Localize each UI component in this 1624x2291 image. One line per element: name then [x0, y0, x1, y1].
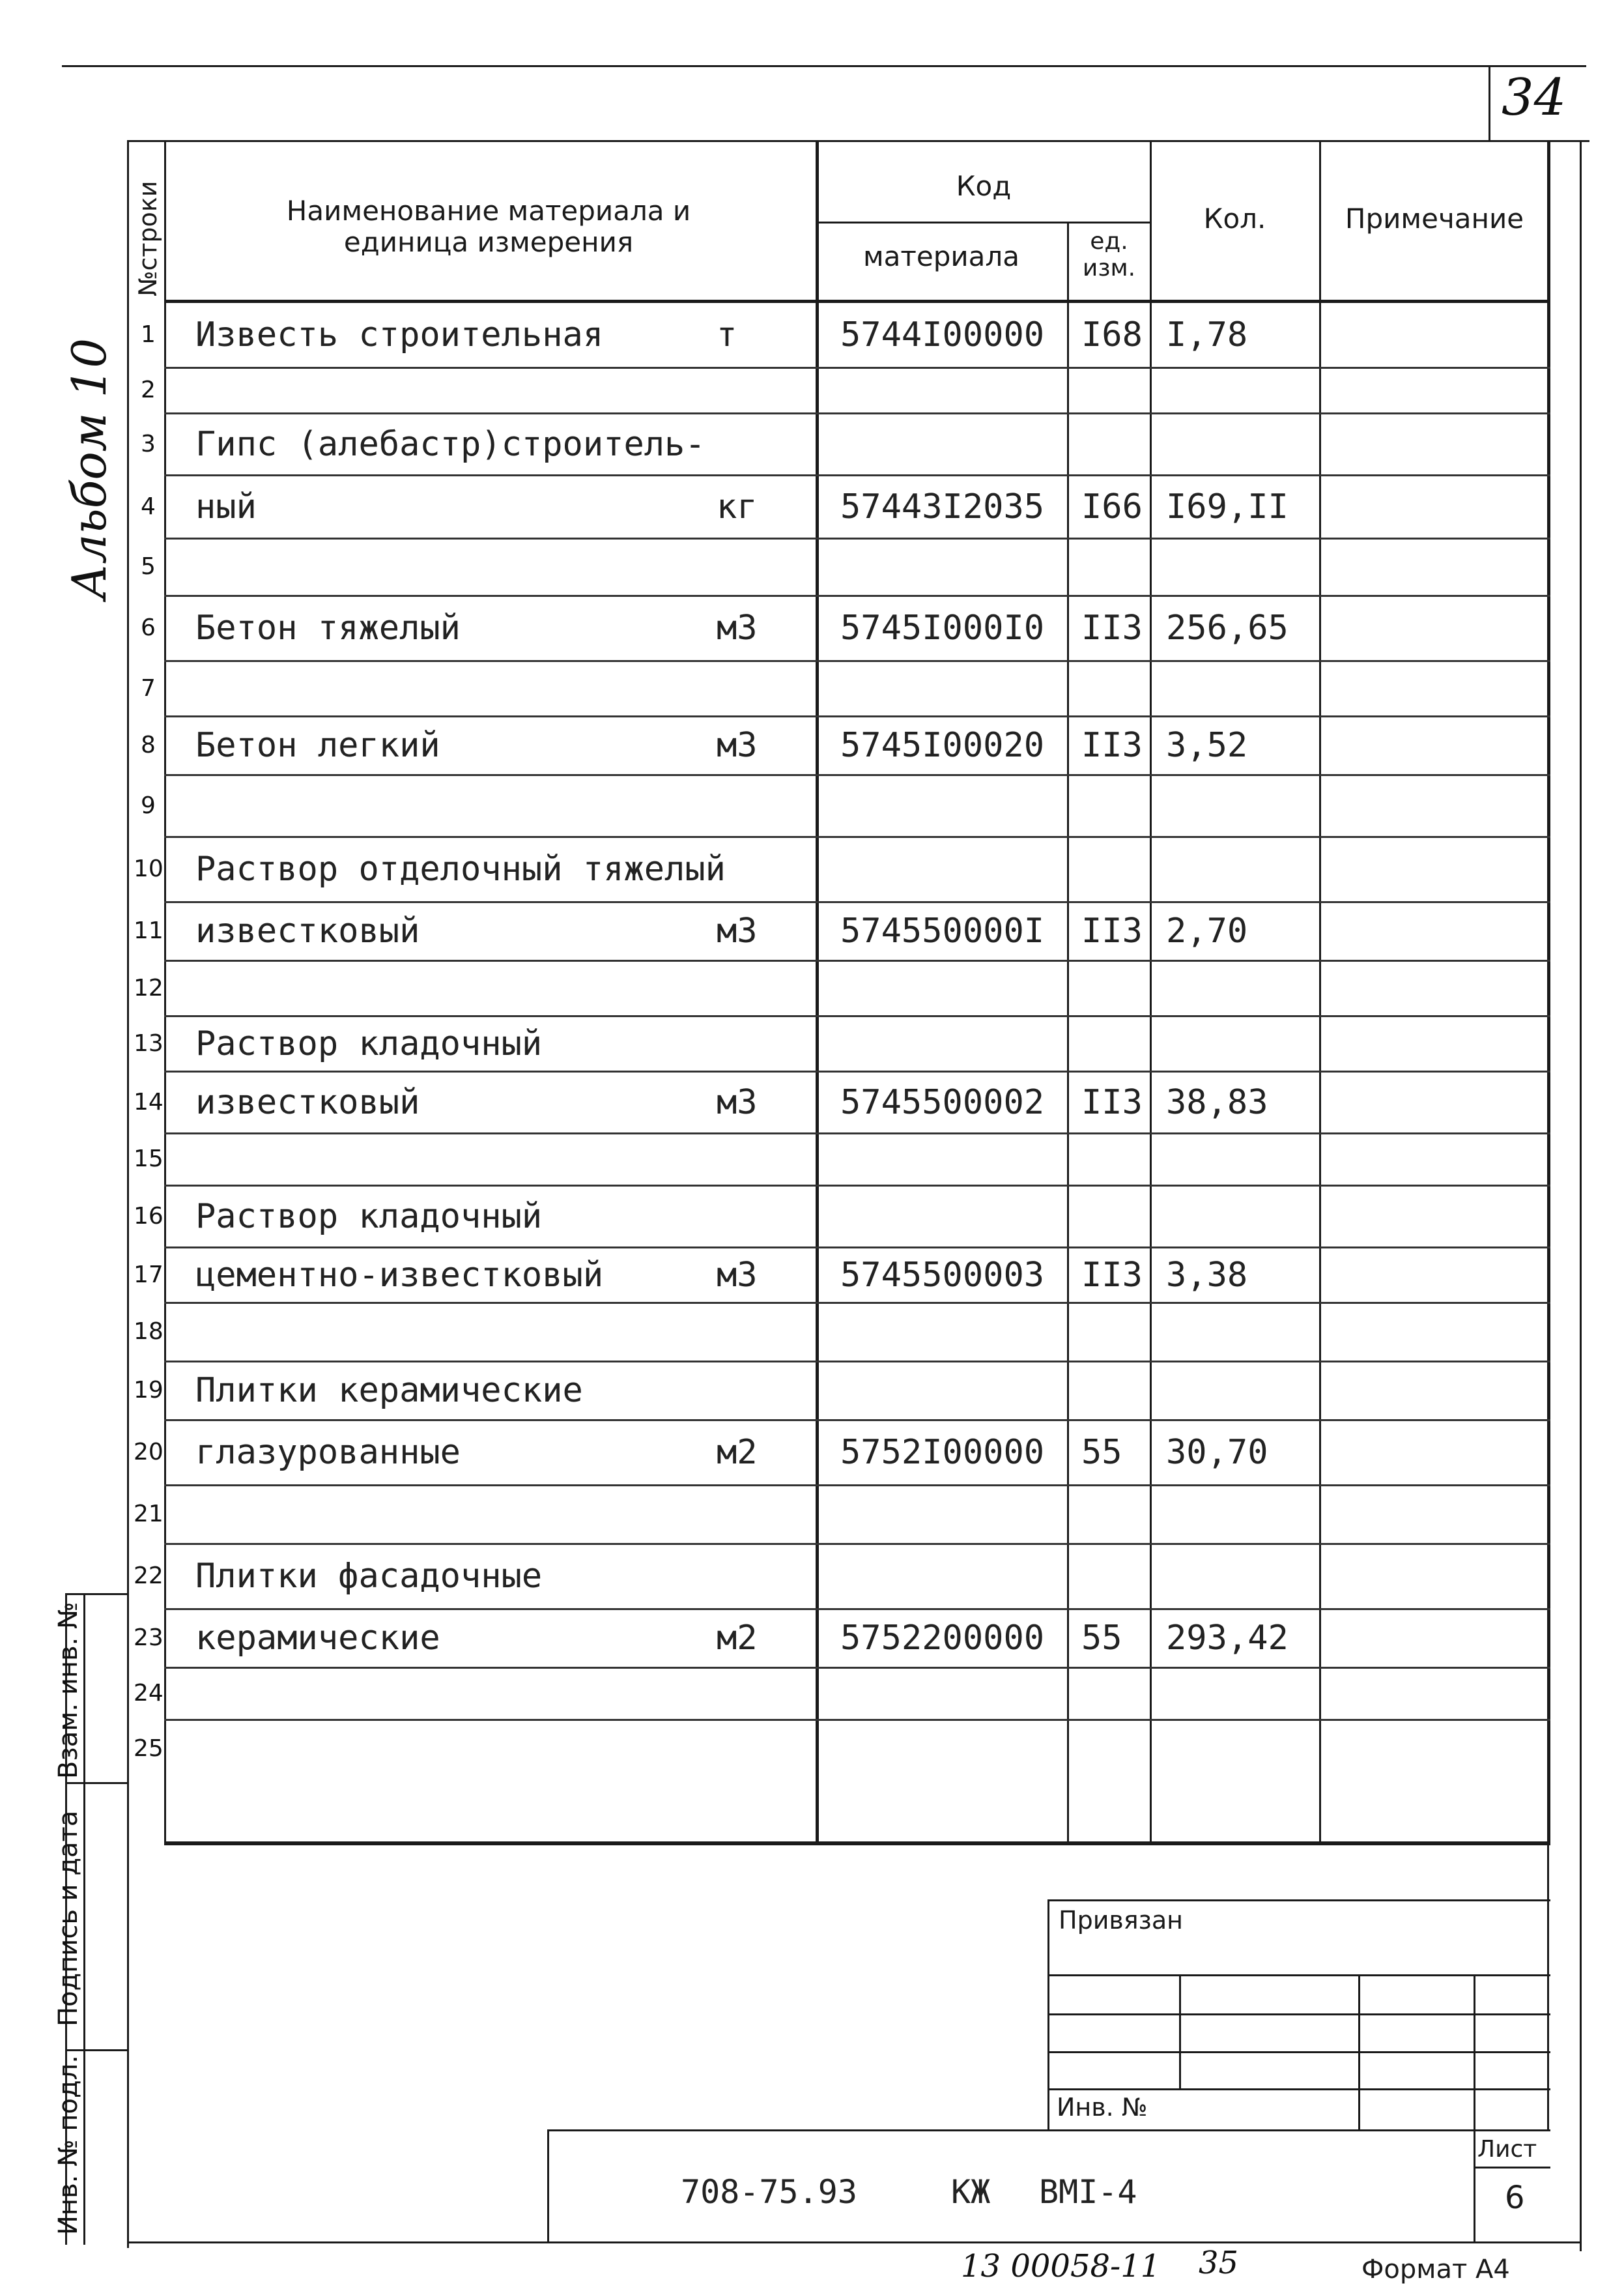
album-label: Альбом 10 [62, 338, 117, 599]
table-bottom [164, 1841, 1550, 1845]
unit-code: I68 [1081, 315, 1143, 354]
privyazan-col-2 [1358, 1974, 1360, 2131]
material-code: 574550000I [840, 912, 1045, 951]
row-number: 23 [134, 1624, 164, 1651]
row-number: 2 [141, 377, 156, 403]
material-code: 5745500003 [840, 1255, 1045, 1295]
list-number: 6 [1505, 2180, 1525, 2216]
header-rowno: №строки [134, 180, 162, 296]
row-number: 9 [141, 792, 156, 819]
quantity: 3,38 [1166, 1255, 1248, 1295]
row-number: 3 [141, 430, 156, 457]
doc-mark: КЖ [951, 2173, 991, 2211]
material-code: 5745I000I0 [840, 609, 1045, 648]
row-separator [164, 595, 1550, 597]
page-number: 34 [1502, 68, 1567, 127]
unit-name: м3 [717, 609, 758, 648]
quantity: 30,70 [1166, 1433, 1268, 1472]
row-number: 16 [134, 1202, 164, 1230]
unit-code: 55 [1081, 1619, 1122, 1658]
row-separator [164, 715, 1550, 717]
unit-code: II3 [1081, 912, 1143, 951]
format-label: Формат А4 [1361, 2255, 1510, 2284]
unit-name: т [717, 315, 737, 354]
doc-sheet: ВМI-4 [1039, 2173, 1137, 2211]
privyazan-col-3 [1474, 1974, 1475, 2131]
frame-right [1580, 140, 1582, 2251]
row-number: 12 [134, 974, 164, 1001]
row-number: 21 [134, 1501, 164, 1527]
privyazan-top [1047, 1899, 1550, 1901]
material-code: 57443I2035 [840, 487, 1045, 526]
unit-code: II3 [1081, 1082, 1143, 1122]
row-separator [164, 836, 1550, 838]
inv-no-label: Инв. № [1057, 2093, 1148, 2122]
frame-bottom [127, 2241, 1582, 2243]
list-label: Лист [1477, 2136, 1537, 2163]
material-name: ный [195, 487, 257, 526]
material-name: Раствор отделочный тяжелый [195, 850, 726, 889]
titleblock-left [547, 2129, 549, 2243]
material-name: цементно-известковый [195, 1255, 604, 1295]
row-number: 7 [141, 674, 156, 702]
privyazan-right [1547, 1844, 1549, 2131]
material-code: 5745500002 [840, 1082, 1045, 1122]
row-separator [164, 1302, 1550, 1304]
unit-code: II3 [1081, 1255, 1143, 1295]
row-number: 17 [134, 1261, 164, 1288]
col-line-code-left [816, 140, 819, 1844]
unit-code: II3 [1081, 726, 1143, 765]
quantity: 256,65 [1166, 609, 1289, 648]
top-border-line [62, 65, 1586, 67]
row-number: 8 [141, 732, 156, 758]
col-line-right-inner [1547, 140, 1550, 1844]
material-name: известковый [195, 1082, 420, 1122]
stamp-vzam: Взам. инв. № [53, 1602, 83, 1779]
unit-name: м3 [717, 1255, 758, 1295]
material-name: Бетон тяжелый [195, 609, 461, 648]
material-name: Плитки фасадочные [195, 1557, 543, 1596]
material-name: глазурованные [195, 1433, 461, 1472]
material-code: 5752I00000 [840, 1433, 1045, 1472]
privyazan-label: Привязан [1059, 1906, 1183, 1935]
titleblock-list-split [1474, 2167, 1550, 2169]
row-number: 6 [141, 614, 156, 641]
frame-top [127, 140, 1589, 142]
header-qty: Кол. [1203, 203, 1266, 235]
doc-code: 708-75.93 [681, 2173, 857, 2211]
unit-name: м3 [717, 912, 758, 951]
row-number: 10 [134, 856, 164, 882]
material-name: Плитки керамические [195, 1371, 583, 1410]
unit-name: м2 [717, 1619, 758, 1658]
unit-code: 55 [1081, 1433, 1122, 1472]
unit-code: I66 [1081, 487, 1143, 526]
quantity: I,78 [1166, 315, 1248, 354]
col-line-note-left [1319, 140, 1321, 1844]
handwritten-page: 35 [1199, 2245, 1239, 2281]
material-name: керамические [195, 1619, 440, 1658]
row-separator [164, 412, 1550, 414]
header-note: Примечание [1345, 203, 1524, 235]
titleblock-list-left [1474, 2129, 1475, 2243]
material-name: Гипс (алебастр)строитель- [195, 424, 705, 464]
row-number: 11 [134, 917, 164, 944]
row-number: 19 [134, 1377, 164, 1404]
row-number: 24 [134, 1680, 164, 1707]
stamp-line-2 [65, 2049, 127, 2051]
header-code: Код [956, 170, 1012, 202]
material-code: 5752200000 [840, 1619, 1045, 1658]
row-number: 15 [134, 1146, 164, 1172]
privyazan-col-1 [1179, 1974, 1181, 2090]
row-separator [164, 1419, 1550, 1421]
material-name: Известь строительная [195, 315, 604, 354]
unit-name: м3 [717, 1082, 758, 1122]
quantity: 293,42 [1166, 1619, 1289, 1658]
unit-name: кг [717, 487, 758, 526]
row-separator [164, 367, 1550, 369]
row-separator [164, 1543, 1550, 1545]
material-name: Раствор кладочный [195, 1196, 543, 1236]
row-separator [164, 960, 1550, 962]
row-number: 20 [134, 1439, 164, 1465]
material-name: Бетон легкий [195, 726, 440, 765]
quantity: I69,II [1166, 487, 1289, 526]
row-separator [164, 1719, 1550, 1721]
row-number: 18 [134, 1318, 164, 1345]
unit-name: м3 [717, 726, 758, 765]
row-separator [164, 1667, 1550, 1669]
row-separator [164, 1015, 1550, 1017]
titleblock-top [547, 2129, 1550, 2131]
material-code: 5744I00000 [840, 315, 1045, 354]
unit-name: м2 [717, 1433, 758, 1472]
stamp-podpis: Подпись и дата [53, 1810, 83, 2026]
row-number: 5 [141, 553, 156, 580]
col-line-rowno [164, 140, 166, 1844]
header-name: Наименование материала и единица измерения [286, 195, 691, 259]
row-number: 1 [141, 321, 156, 348]
col-line-qty-left [1150, 140, 1152, 1844]
row-separator [164, 1608, 1550, 1610]
row-separator [164, 1132, 1550, 1134]
row-separator [164, 1071, 1550, 1073]
material-name: Раствор кладочный [195, 1024, 543, 1063]
quantity: 3,52 [1166, 726, 1248, 765]
row-number: 14 [134, 1088, 164, 1116]
stamp-inv: Инв. № подл. [53, 2055, 83, 2235]
row-separator [164, 474, 1550, 476]
material-name: известковый [195, 912, 420, 951]
row-separator [164, 774, 1550, 776]
row-separator [164, 1185, 1550, 1187]
row-separator [164, 1361, 1550, 1362]
col-line-unitcode-left [1067, 222, 1069, 1844]
header-code-split [816, 222, 1151, 223]
row-number: 4 [141, 493, 156, 520]
header-bottom [164, 300, 1550, 303]
material-code: 5745I00020 [840, 726, 1045, 765]
handwritten-number: 13 00058-11 [961, 2248, 1161, 2284]
quantity: 38,83 [1166, 1082, 1268, 1122]
stamp-mid-line [83, 1593, 85, 2245]
frame-left [127, 140, 129, 2248]
row-separator [164, 538, 1550, 540]
unit-code: II3 [1081, 609, 1143, 648]
header-code-unit: ед. изм. [1082, 228, 1136, 282]
row-number: 13 [134, 1030, 164, 1057]
row-number: 22 [134, 1563, 164, 1589]
quantity: 2,70 [1166, 912, 1248, 951]
header-code-material: материала [862, 240, 1019, 272]
row-separator [164, 901, 1550, 903]
page-number-divider [1489, 65, 1490, 140]
row-separator [164, 1484, 1550, 1486]
row-separator [164, 1246, 1550, 1248]
stamp-top [65, 1593, 127, 1595]
stamp-line-1 [65, 1782, 127, 1784]
row-number: 25 [134, 1735, 164, 1762]
row-separator [164, 660, 1550, 662]
